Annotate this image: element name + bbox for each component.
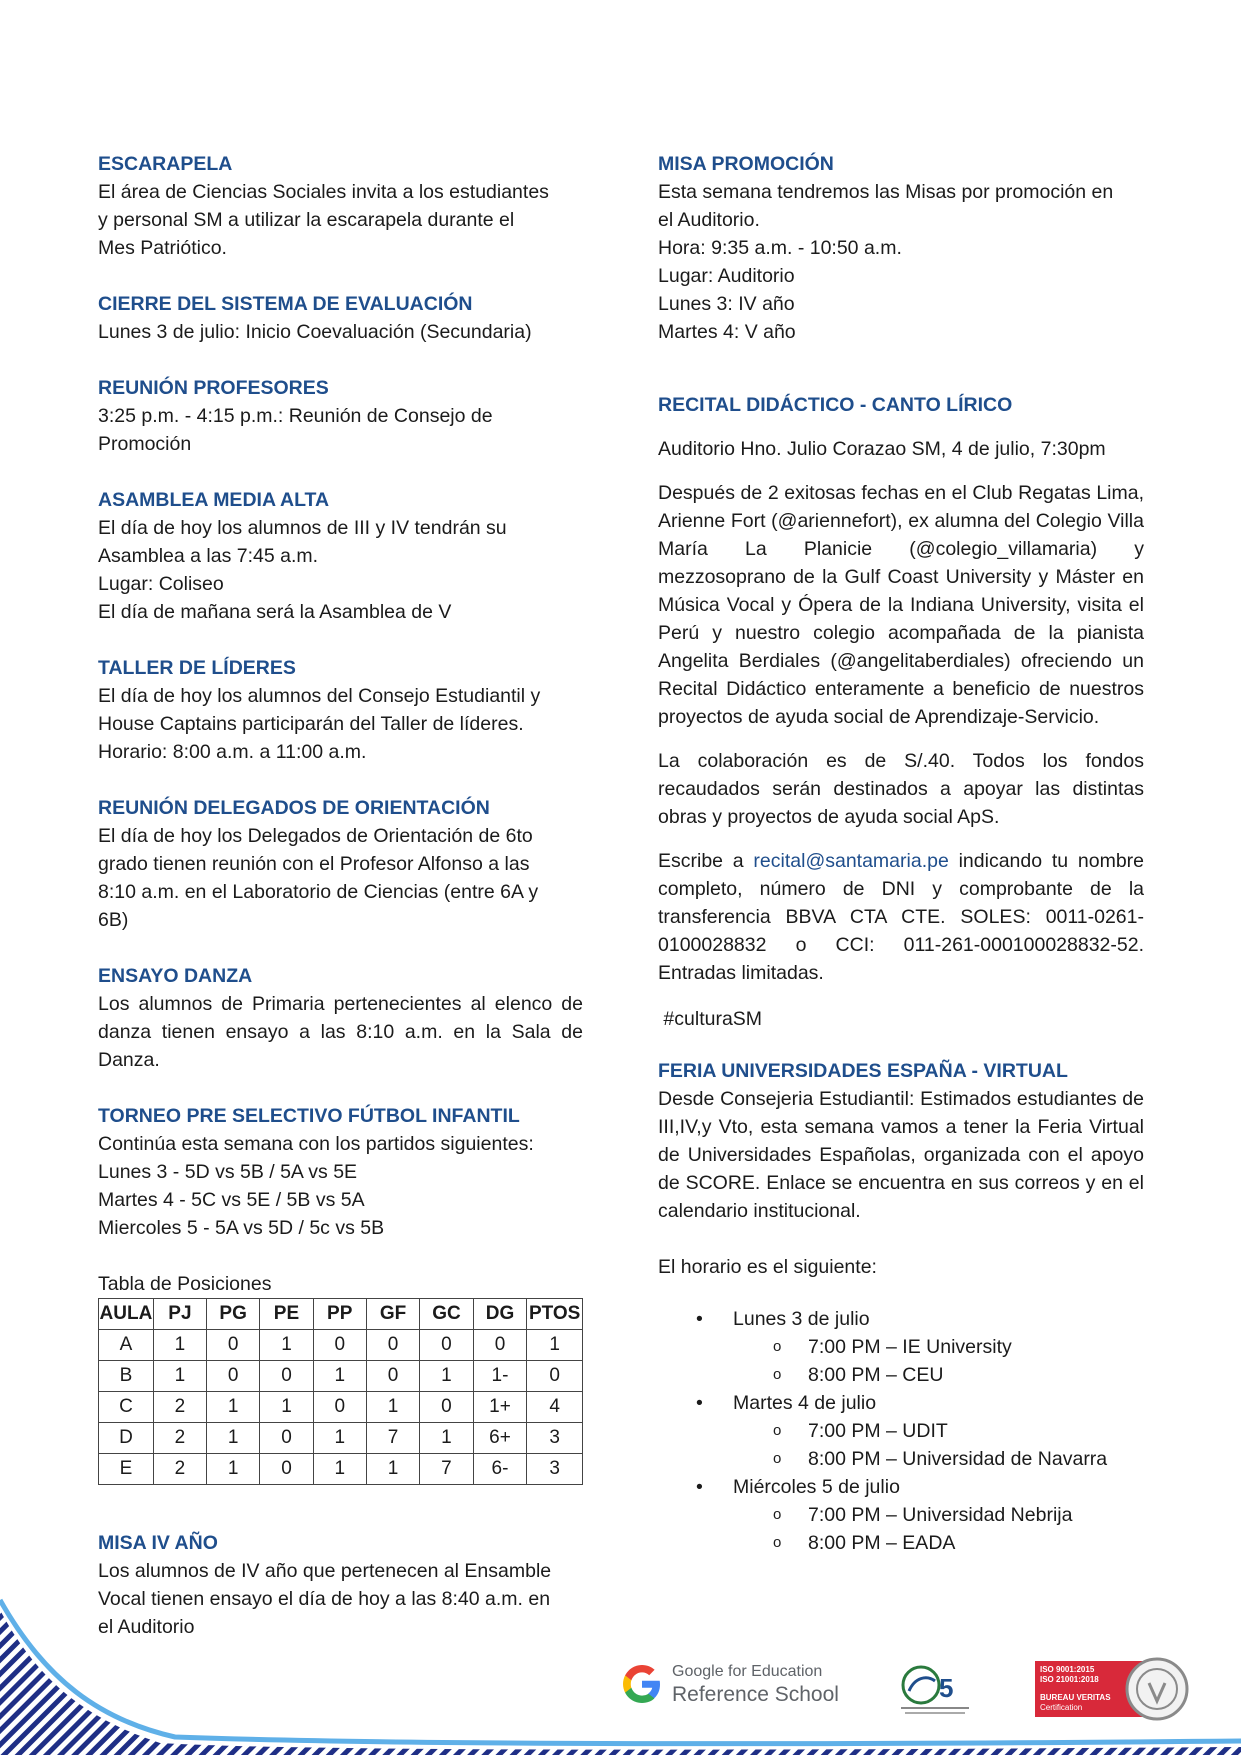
table-header-cell: GC — [420, 1299, 474, 1330]
section-misa-promocion — [658, 150, 1144, 346]
feria-title: FERIA UNIVERSIDADES ESPAÑA - VIRTUAL — [658, 1060, 1068, 1082]
taller-line: El día de hoy los alumnos del Consejo Estudiantil y — [98, 685, 541, 707]
table-cell: 1 — [313, 1423, 366, 1454]
google-reference-school-logo — [620, 1660, 850, 1710]
table-cell: 6+ — [473, 1423, 527, 1454]
misa-promo-line: el Auditorio. — [658, 209, 760, 231]
reunion-prof-line: 3:25 p.m. - 4:15 p.m.: Reunión de Consejo de — [98, 405, 493, 427]
delegados-line: 8:10 a.m. en el Laboratorio de Ciencias (entre 6A y — [98, 881, 539, 903]
table-header-cell: GF — [366, 1299, 419, 1330]
recital-email-link[interactable]: recital@santamaria.pe — [753, 850, 949, 872]
recital-venue: Auditorio Hno. Julio Corazao SM, 4 de julio, 7:30pm — [658, 438, 1106, 460]
table-cell: 6- — [473, 1454, 527, 1485]
table-cell: 1 — [366, 1454, 419, 1485]
danza-text: Los alumnos de Primaria pertenecientes al elenco de danza tienen ensayo a las 8:10 a.m. en la Sala de Danza. — [98, 993, 583, 1071]
circle-bullet-icon: o — [773, 1422, 782, 1439]
delegados-line: 6B) — [98, 909, 129, 931]
table-cell: E — [99, 1454, 154, 1485]
table-header-row — [99, 1299, 583, 1330]
table-cell: 0 — [260, 1361, 313, 1392]
table-cell: 1 — [420, 1361, 474, 1392]
section-escarapela — [98, 150, 583, 262]
torneo-line: Continúa esta semana con los partidos siguientes: — [98, 1133, 534, 1155]
circle-bullet-icon: o — [773, 1506, 782, 1523]
misa-iv-line: el Auditorio — [98, 1616, 195, 1638]
standings-table — [98, 1298, 583, 1485]
table-header-cell: PJ — [153, 1299, 206, 1330]
table-cell: 1 — [313, 1361, 366, 1392]
bv-iso-2: ISO 21001:2018 — [1040, 1675, 1099, 1684]
cierre-line: Lunes 3 de julio: Inicio Coevaluación (Secundaria) — [98, 321, 532, 343]
reunion-prof-line: Promoción — [98, 433, 192, 455]
table-header-cell: AULA — [99, 1299, 154, 1330]
delegados-title: REUNIÓN DELEGADOS DE ORIENTACIÓN — [98, 797, 490, 819]
table-cell: B — [99, 1361, 154, 1392]
table-row — [99, 1423, 583, 1454]
schedule-slot-item — [733, 1445, 1144, 1473]
table-cell: 1 — [153, 1330, 206, 1361]
table-header-cell: DG — [473, 1299, 527, 1330]
circle-bullet-icon: o — [773, 1450, 782, 1467]
asamblea-line: El día de hoy los alumnos de III y IV tendrán su — [98, 517, 507, 539]
table-cell: 1 — [260, 1392, 313, 1423]
bullet-icon: • — [696, 1476, 703, 1498]
taller-line: House Captains participarán del Taller de líderes. — [98, 713, 524, 735]
table-cell: 0 — [260, 1423, 313, 1454]
bv-seal-icon — [1125, 1657, 1189, 1721]
section-reunion-profesores — [98, 374, 583, 458]
section-delegados — [98, 794, 583, 934]
schedule-slot-item — [733, 1333, 1144, 1361]
google-line2: Reference School — [672, 1683, 839, 1706]
table-row — [99, 1454, 583, 1485]
schedule-slot-label: 8:00 PM – CEU — [808, 1364, 944, 1386]
section-taller — [98, 654, 583, 766]
schedule-day-item — [658, 1305, 1144, 1389]
table-cell: 2 — [153, 1423, 206, 1454]
bullet-icon: • — [696, 1308, 703, 1330]
torneo-line: Miercoles 5 - 5A vs 5D / 5c vs 5B — [98, 1217, 385, 1239]
table-cell: 0 — [420, 1392, 474, 1423]
feria-horario-label: El horario es el siguiente: — [658, 1256, 877, 1278]
table-cell: 0 — [313, 1330, 366, 1361]
schedule-day-item — [658, 1389, 1144, 1473]
schedule-sublist — [733, 1333, 1144, 1389]
schedule-day-label: Lunes 3 de julio — [733, 1308, 870, 1330]
table-cell: 1 — [260, 1330, 313, 1361]
circle-bullet-icon: o — [773, 1534, 782, 1551]
section-asamblea — [98, 486, 583, 626]
table-cell: 1 — [206, 1423, 259, 1454]
misa-promo-title: MISA PROMOCIÓN — [658, 153, 834, 175]
taller-line: Horario: 8:00 a.m. a 11:00 a.m. — [98, 741, 367, 763]
table-cell: 1 — [366, 1392, 419, 1423]
left-column — [98, 150, 583, 1641]
table-cell: 1 — [153, 1361, 206, 1392]
bv-iso-1: ISO 9001:2015 — [1040, 1665, 1095, 1674]
misa-promo-line: Hora: 9:35 a.m. - 10:50 a.m. — [658, 237, 902, 259]
table-header-cell: PE — [260, 1299, 313, 1330]
section-feria — [658, 1057, 1144, 1557]
bureau-veritas-logo — [1035, 1657, 1195, 1722]
table-cell: 1+ — [473, 1392, 527, 1423]
table-cell: 0 — [313, 1392, 366, 1423]
table-cell: 4 — [527, 1392, 583, 1423]
schedule-slot-label: 7:00 PM – UDIT — [808, 1420, 948, 1442]
table-header-cell: PP — [313, 1299, 366, 1330]
recital-paragraph: La colaboración es de S/.40. Todos los fondos recaudados serán destinados a apoyar las distintas obras y proyectos de ayuda social ApS. — [658, 750, 1144, 828]
section-danza — [98, 962, 583, 1074]
table-cell: 0 — [420, 1330, 474, 1361]
cierre-title: CIERRE DEL SISTEMA DE EVALUACIÓN — [98, 293, 473, 315]
section-cierre — [98, 290, 583, 346]
escarapela-line: El área de Ciencias Sociales invita a los estudiantes — [98, 181, 549, 203]
delegados-line: El día de hoy los Delegados de Orientación de 6to — [98, 825, 533, 847]
recital-contact-rest: indicando tu nombre completo, número de DNI y comprobante de la transferencia BBVA CTA CTE. SOLES: 0011-0261-0100028832 o CCI: 011-261-000100028832-52. Entradas limitadas. — [658, 850, 1144, 984]
schedule-day-label: Martes 4 de julio — [733, 1392, 877, 1414]
table-cell: 0 — [473, 1330, 527, 1361]
schedule-slot-label: 8:00 PM – Universidad de Navarra — [808, 1448, 1108, 1470]
schedule-slot-item — [733, 1417, 1144, 1445]
asamblea-line: Lugar: Coliseo — [98, 573, 224, 595]
pacto-educativo-logo — [895, 1657, 975, 1717]
table-cell: C — [99, 1392, 154, 1423]
table-header-cell: PTOS — [527, 1299, 583, 1330]
table-cell: 1 — [527, 1330, 583, 1361]
schedule-slot-label: 7:00 PM – IE University — [808, 1336, 1012, 1358]
table-header-cell: PG — [206, 1299, 259, 1330]
table-cell: 1 — [206, 1392, 259, 1423]
bv-cert: Certification — [1040, 1703, 1083, 1712]
asamblea-line: Asamblea a las 7:45 a.m. — [98, 545, 319, 567]
table-row — [99, 1361, 583, 1392]
table-cell: 7 — [420, 1454, 474, 1485]
table-cell: 0 — [366, 1361, 419, 1392]
table-cell: 1 — [206, 1454, 259, 1485]
reunion-prof-title: REUNIÓN PROFESORES — [98, 377, 329, 399]
recital-contact-lead: Escribe a — [658, 850, 754, 872]
schedule-slot-label: 8:00 PM – EADA — [808, 1532, 956, 1554]
table-cell: 1 — [420, 1423, 474, 1454]
misa-iv-line: Los alumnos de IV año que pertenecen al Ensamble — [98, 1560, 552, 1582]
schedule-slot-item — [733, 1361, 1144, 1389]
table-cell: 0 — [260, 1454, 313, 1485]
recital-contact — [658, 847, 1144, 987]
svg-text:5: 5 — [939, 1673, 954, 1703]
table-cell: 7 — [366, 1423, 419, 1454]
misa-iv-line: Vocal tienen ensayo el día de hoy a las 8:40 a.m. en — [98, 1588, 551, 1610]
bv-name: BUREAU VERITAS — [1040, 1693, 1111, 1702]
feria-text: Desde Consejeria Estudiantil: Estimados estudiantes de III,IV,y Vto, esta semana vamos a tener la Feria Virtual de Universidades Españolas, organizada con el apoyo de SCORE. Enlace se encuentra en sus correos y en el calendario institucional. — [658, 1088, 1144, 1222]
schedule-sublist — [733, 1417, 1144, 1473]
tabla-caption: Tabla de Posiciones — [98, 1273, 272, 1295]
table-cell: 3 — [527, 1454, 583, 1485]
table-row — [99, 1392, 583, 1423]
section-recital — [658, 391, 1144, 1033]
delegados-line: grado tienen reunión con el Profesor Alfonso a las — [98, 853, 530, 875]
misa-promo-line: Martes 4: V año — [658, 321, 796, 343]
section-torneo — [98, 1102, 583, 1242]
table-cell: 3 — [527, 1423, 583, 1454]
schedule-slot-label: 7:00 PM – Universidad Nebrija — [808, 1504, 1073, 1526]
circle-bullet-icon: o — [773, 1366, 782, 1383]
table-cell: A — [99, 1330, 154, 1361]
table-cell: 0 — [206, 1330, 259, 1361]
table-cell: 0 — [527, 1361, 583, 1392]
section-tabla-posiciones — [98, 1270, 583, 1485]
recital-hashtag: #culturaSM — [658, 1008, 763, 1030]
misa-promo-line: Lunes 3: IV año — [658, 293, 795, 315]
misa-promo-line: Lugar: Auditorio — [658, 265, 795, 287]
right-column — [658, 150, 1144, 1557]
table-row — [99, 1330, 583, 1361]
google-g-icon — [620, 1662, 664, 1706]
table-cell: 0 — [366, 1330, 419, 1361]
misa-iv-title: MISA IV AÑO — [98, 1532, 218, 1554]
recital-title: RECITAL DIDÁCTICO - CANTO LÍRICO — [658, 394, 1013, 416]
table-cell: 1- — [473, 1361, 527, 1392]
schedule-day-label: Miércoles 5 de julio — [733, 1476, 900, 1498]
table-cell: 2 — [153, 1454, 206, 1485]
recital-paragraph: Después de 2 exitosas fechas en el Club Regatas Lima, Arienne Fort (@ariennefort), ex alumna del Colegio Villa María La Planicie (@colegio_villamaria) y mezzosoprano de la Gulf Coast University y Máster en Música Vocal y Ópera de la Indiana University, visita el Perú y nuestro colegio acompañada de la pianista Angelita Berdiales (@angelitaberdiales) ofreciendo un Recital Didáctico enteramente a beneficio de nuestros proyectos de ayuda social de Aprendizaje-Servicio. — [658, 482, 1144, 728]
torneo-line: Martes 4 - 5C vs 5E / 5B vs 5A — [98, 1189, 365, 1211]
table-cell: 2 — [153, 1392, 206, 1423]
torneo-title: TORNEO PRE SELECTIVO FÚTBOL INFANTIL — [98, 1105, 520, 1127]
torneo-line: Lunes 3 - 5D vs 5B / 5A vs 5E — [98, 1161, 358, 1183]
danza-title: ENSAYO DANZA — [98, 965, 253, 987]
google-line1: Google for Education — [672, 1663, 823, 1680]
asamblea-line: El día de mañana será la Asamblea de V — [98, 601, 452, 623]
escarapela-line: y personal SM a utilizar la escarapela durante el — [98, 209, 515, 231]
bullet-icon: • — [696, 1392, 703, 1414]
table-cell: 0 — [206, 1361, 259, 1392]
asamblea-title: ASAMBLEA MEDIA ALTA — [98, 489, 330, 511]
taller-title: TALLER DE LÍDERES — [98, 657, 296, 679]
circle-bullet-icon: o — [773, 1338, 782, 1355]
table-cell: 1 — [313, 1454, 366, 1485]
table-cell: D — [99, 1423, 154, 1454]
escarapela-title: ESCARAPELA — [98, 153, 233, 175]
misa-promo-line: Esta semana tendremos las Misas por promoción en — [658, 181, 1114, 203]
escarapela-line: Mes Patriótico. — [98, 237, 227, 259]
